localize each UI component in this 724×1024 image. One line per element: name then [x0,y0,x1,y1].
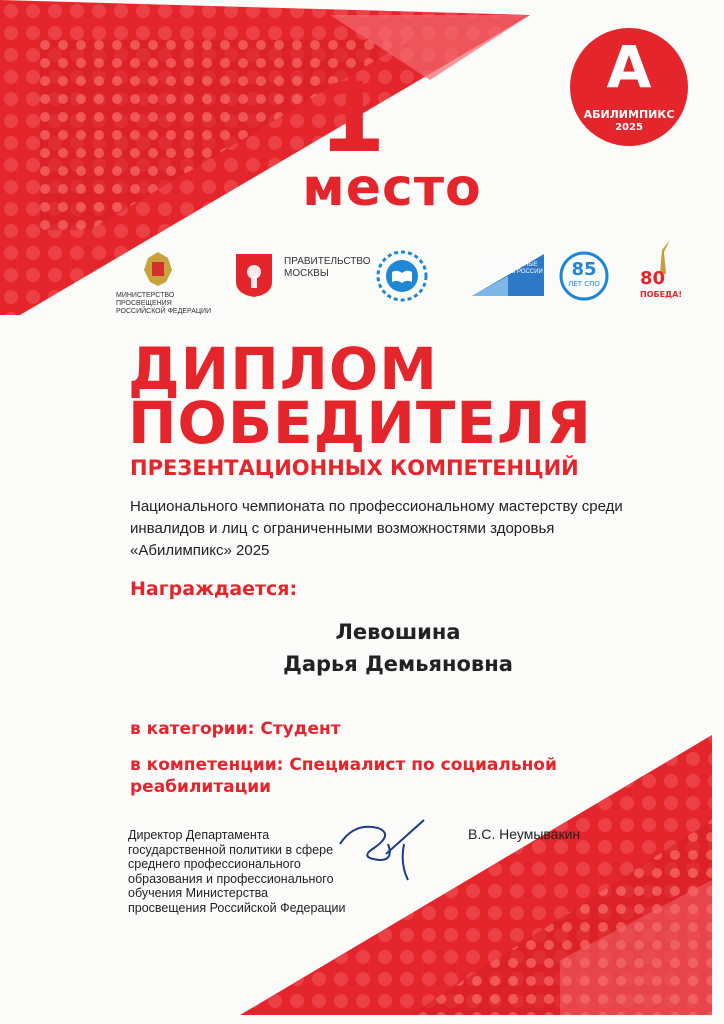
spo-number: 85 [571,259,597,280]
diploma-title-line2: ПОБЕДИТЕЛЯ [128,389,592,457]
victory-caption: ПОБЕДА! [640,290,683,299]
ministry-logo [116,248,216,316]
diploma-subtitle: ПРЕЗЕНТАЦИОННЫХ КОМПЕТЕНЦИЙ [130,456,579,480]
coat-of-arms-icon [138,248,178,288]
signatory-name: В.С. Неумывакин [468,826,581,842]
moscow-caption: ПРАВИТЕЛЬСТВО МОСКВЫ [284,256,371,279]
victory-number: 80 [640,268,666,289]
moscow-logo [234,252,274,302]
abilympics-badge [570,28,688,146]
handwritten-signature [334,814,444,884]
spo-anniversary-logo [558,250,610,302]
national-projects-caption: НАЦИОНАЛЬНЫЕ ПРОЕКТЫ РОССИИ [486,262,543,275]
diploma-description: Национального чемпионата по профессиональному мастерству среди инвалидов и лиц с ограниченными возможностями здоровья «Абилимпикс» 2025 [130,498,623,559]
spo-caption: ЛЕТ СПО [568,280,600,288]
recipient-surname: Левошина [335,620,461,644]
recipient-given-names: Дарья Демьяновна [283,652,513,676]
competence-line: в компетенции: Специалист по социальной реабилитации [130,755,557,797]
place-number: 1 [318,62,386,174]
signatory-position: Директор Департамента государственной политики в сфере среднего профессионального образования и профессионального обучения Министерства просвещения Российской Федерации [128,828,346,915]
badge-letter: А [606,33,652,101]
open-book-icon [376,250,428,302]
place-word: место [302,158,482,218]
category-line: в категории: Студент [130,719,341,739]
victory-80-logo [640,236,682,306]
ministry-caption: МИНИСТЕРСТВО ПРОСВЕЩЕНИЯ РОССИЙСКОЙ ФЕДЕРАЦИИ [116,292,212,316]
ippo-logo [376,250,428,306]
badge-name: АБИЛИМПИКС [583,108,675,121]
moscow-coat-icon [234,252,274,298]
badge-year: 2025 [615,122,643,133]
awarded-label: Награждается: [130,578,298,600]
national-projects-logo [468,252,548,302]
diploma-title-line1: ДИПЛОМ [128,335,438,403]
